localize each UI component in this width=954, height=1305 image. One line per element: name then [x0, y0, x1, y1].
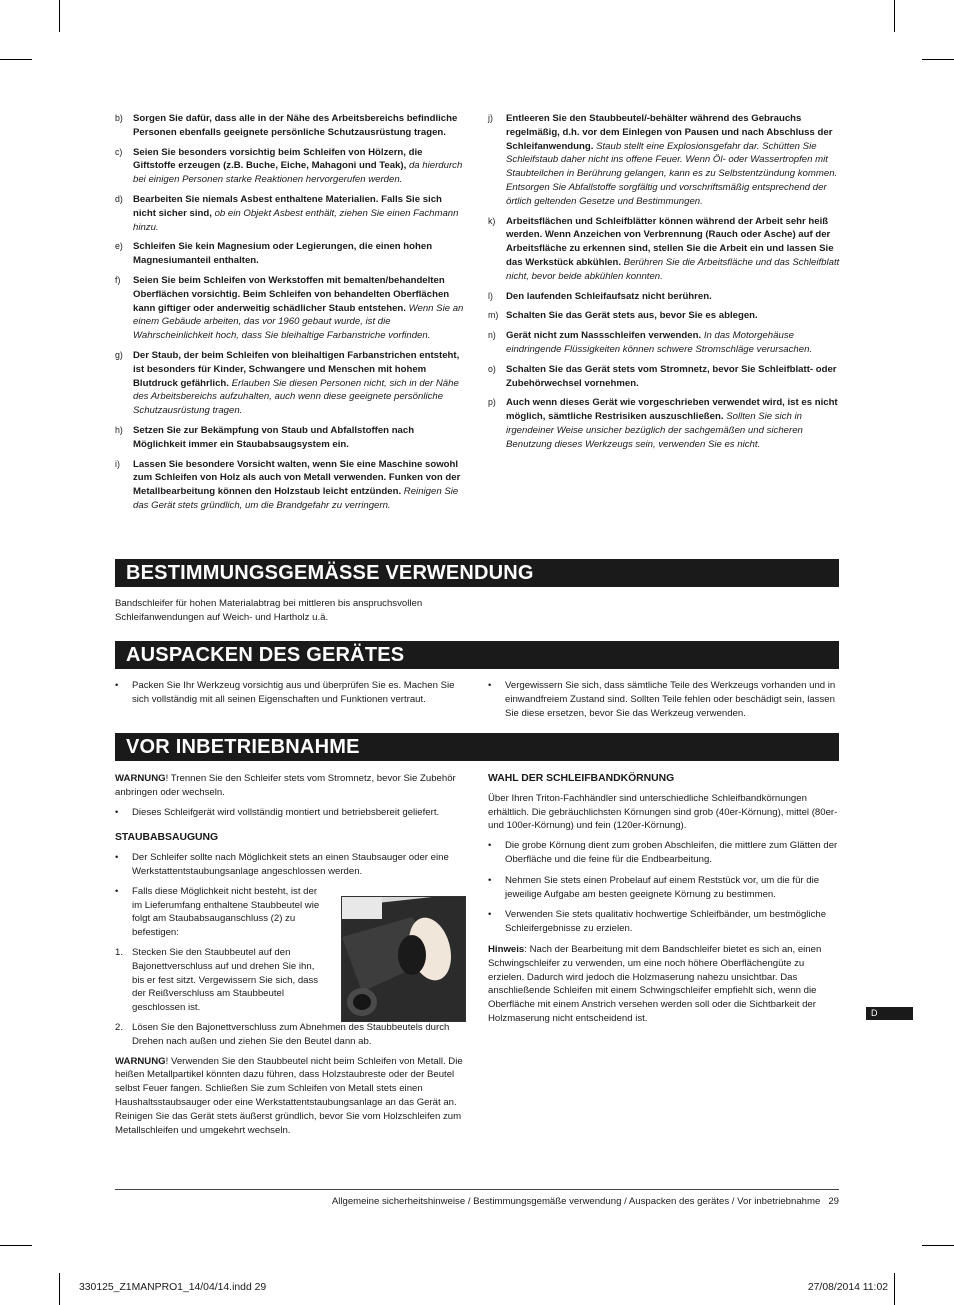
- bullet: •: [115, 806, 119, 818]
- item-label: f): [115, 274, 121, 285]
- grit-text-1: Die grobe Körnung dient zum groben Abschleifen, die mittlere zum Glätten der Oberfläche und die feine für die Endbearbeitung.: [505, 840, 838, 865]
- item-bold-text: Arbeitsflächen und Schleifblätter können während der Arbeit sehr heiß werden. Wenn Anzeichen von Verbrennung (Rauch oder Asche) auf der Arbeitsfläche zu erkennen sind, stellen Sie die Arbeit ein und lassen Sie das Werkstück abkühlen.: [506, 215, 834, 268]
- slug-timestamp: 27/08/2014 11:02: [807, 1282, 888, 1293]
- item-label: d): [115, 193, 123, 204]
- sander-illustration: [342, 897, 466, 1022]
- hint-paragraph: [488, 943, 840, 1026]
- item-label: e): [115, 241, 123, 252]
- item-text: [133, 424, 465, 452]
- step-number: 1.: [115, 946, 124, 958]
- item-text: [133, 349, 465, 418]
- item-text: [506, 309, 840, 323]
- item-italic-text: Sollten Sie sich in irgendeiner Weise unsicher bezüglich der sachgemäßen und sicheren Benutzung dieses Werkzeugs sein, verwenden Sie es nicht.: [506, 411, 803, 450]
- warning-text: ! Trennen Sie den Schleifer stets vom Stromnetz, bevor Sie Zubehör anbringen oder wechseln.: [115, 773, 456, 798]
- footer-rule: [115, 1189, 839, 1190]
- language-tab: D: [866, 1007, 913, 1020]
- item-bold-text: Seien Sie beim Schleifen von Werkstoffen mit bemalten/behandelten Oberflächen vorsichtig. Beim Schleifen von behandelten Oberflächen kann giftiger oder anderweitig schädlicher Staub entstehen.: [133, 274, 450, 314]
- item-italic-text: Reinigen Sie das Gerät stets gründlich, um die Brandgefahr zu verringern.: [133, 486, 459, 511]
- item-bold-text: Schalten Sie das Gerät stets vom Stromnetz, bevor Sie Schleifblatt- oder Zubehörwechsel vornehmen.: [506, 363, 837, 389]
- item-label: i): [115, 458, 120, 469]
- bullet: •: [115, 852, 119, 864]
- unpack-left: [115, 679, 465, 713]
- step-2-text: Lösen Sie den Bajonettverschluss zum Abnehmen des Staubbeutels durch Drehen nach außen und ziehen Sie den Beutel dann ab.: [132, 1021, 450, 1047]
- safety-list-right: [488, 112, 840, 458]
- dust-text-2: Falls diese Möglichkeit nicht besteht, ist der im Lieferumfang enthaltene Staubbeutel wie folgt am Staubabsauganschluss (2) zu befestigen:: [132, 885, 320, 939]
- safety-list-left: [115, 112, 465, 519]
- subheading-staubabsaugung: STAUBABSAUGUNG: [115, 832, 219, 844]
- slug-filename: 330125_Z1MANPRO1_14/04/14.indd 29: [79, 1282, 267, 1293]
- warning-metal-paragraph: [115, 1055, 467, 1138]
- item-italic-text: Staub stellt eine Explosionsgefahr dar. Schütten Sie Schleifstaub daher nicht ins offene Feuer. Wenn Öl- oder Wassertropfen mit Staubteilchen in Berührung gelangen, kann es zu Selbstentzündung kommen. Entsorgen Sie Abfallstoffe sorgfältig und vorschriftsmäßig entsprechend der örtlich geltenden Gesetze und Bestimmungen.: [506, 140, 838, 207]
- item-text: [506, 363, 840, 391]
- item-text: [506, 290, 840, 304]
- grit-text-3: Verwenden Sie stets qualitativ hochwertige Schleifbänder, um bestmögliche Schleifergebnisse zu erzielen.: [505, 909, 827, 935]
- item-bold-text: Lassen Sie besondere Vorsicht walten, wenn Sie eine Maschine sowohl zum Schleifen von Holz als auch von Metall verwenden. Funken von der Metallbearbeitung können den Holzstaub leicht entzünden.: [133, 458, 461, 498]
- crop-mark: [894, 1273, 895, 1305]
- list-item: [115, 146, 465, 187]
- item-text: [133, 240, 465, 268]
- section-heading-bestimmung: BESTIMMUNGSGEMÄSSE VERWENDUNG: [115, 559, 839, 587]
- list-item: [115, 458, 465, 513]
- item-text: [133, 274, 465, 343]
- list-item: [488, 329, 840, 357]
- hint-label: Hinweis: [488, 943, 525, 955]
- list-item: [488, 363, 840, 391]
- assembled-text: Dieses Schleifgerät wird vollständig montiert und betriebsbereit geliefert.: [132, 806, 440, 818]
- item-text: [133, 458, 465, 513]
- item-text: [506, 329, 840, 357]
- item-bold-text: Setzen Sie zur Bekämpfung von Staub und Abfallstoffen nach Möglichkeit immer ein Staubabsaugsystem ein.: [133, 424, 415, 450]
- item-text: [133, 146, 465, 187]
- bullet: •: [488, 840, 492, 852]
- item-label: m): [488, 310, 499, 321]
- hint-text: : Nach der Bearbeitung mit dem Bandschleifer bietet es sich an, einen Schwingschleifer zu verwenden, um eine noch höhere Oberflächengüte zu erzielen. Dadurch wird jedoch die Holzmaserung nahezu unsichtbar. Das anschließende Schleifen mit einem Schwingschleifer empfiehlt sich, wenn die Oberfläche mit einem Anstrich versehen werden soll oder die Sichtbarkeit der Holzmaserung nicht entscheidend ist.: [488, 943, 822, 1024]
- item-label: j): [488, 113, 493, 123]
- item-bold-text: Sorgen Sie dafür, dass alle in der Nähe des Arbeitsbereichs befindliche Personen ebenfalls geeignete persönliche Schutzausrüstung tragen.: [133, 113, 458, 138]
- list-item: [488, 112, 840, 209]
- item-label: l): [488, 290, 493, 301]
- step-number: 2.: [115, 1021, 124, 1033]
- grit-text-2: Nehmen Sie stets einen Probelauf auf einem Reststück vor, um die für die jeweilige Aufgabe am besten geeignete Körnung zu bestimmen.: [505, 874, 820, 900]
- item-label: g): [115, 349, 123, 360]
- intended-use-text: Bandschleifer für hohen Materialabtrag bei mittleren bis anspruchsvollen Schleifanwendungen auf Weich- und Hartholz u.ä.: [115, 598, 423, 623]
- item-italic-text: da hierdurch bei einigen Personen starke Reaktionen hervorgerufen werden.: [133, 160, 463, 186]
- page-footer: [332, 1195, 839, 1209]
- item-bold-text: Den laufenden Schleifaufsatz nicht berühren.: [506, 290, 712, 302]
- crop-mark: [0, 59, 32, 60]
- item-text: [506, 112, 840, 209]
- list-item: [115, 112, 465, 140]
- warning-paragraph: [115, 772, 467, 800]
- list-item: [488, 215, 840, 284]
- list-item: [115, 349, 465, 418]
- crop-mark: [922, 59, 954, 60]
- unpack-right: [488, 679, 840, 726]
- item-label: o): [488, 363, 496, 374]
- crop-mark: [59, 0, 60, 32]
- page-number: 29: [828, 1196, 839, 1207]
- grit-intro: Über Ihren Triton-Fachhändler sind unterschiedliche Schleifbandkörnungen erhältlich. Die gebräuchlichsten Körnungen sind grob (40er-Körnung), mittel (80er- und 100er-Körnung) und fein (120er-Körnung).: [488, 792, 838, 832]
- list-item: [488, 309, 840, 323]
- item-bold-text: Entleeren Sie den Staubbeutel/-behälter während des Gebrauchs regelmäßig, d.h. vor dem Einlegen von Pausen und nach Abschluss der Schleifanwendung.: [506, 113, 833, 152]
- warning-metal-text: ! Verwenden Sie den Staubbeutel nicht beim Schleifen von Metall. Die heißen Metallpartikel könnten dazu führen, dass Holzstaubreste oder der Beutel selbst Feuer fangen. Schließen Sie zum Schleifen von Metall stets einen Haushaltsstaubsauger oder eine Werkstattentstaubungsanlage an das Gerät an. Reinigen Sie das Gerät stets äußerst gründlich, bevor Sie vom Holzschleifen zum Metallschleifen und umgekehrt wechseln.: [115, 1055, 463, 1136]
- item-label: n): [488, 330, 496, 341]
- item-italic-text: Wenn Sie an einem Gebäude arbeiten, das vor 1960 gebaut wurde, ist die Wahrscheinlichkeit hoch, dass Sie bleihaltige Farbanstriche vorfinden.: [133, 302, 464, 342]
- dust-text-1: Der Schleifer sollte nach Möglichkeit stets an einen Staubsauger oder eine Werkstattentstaubungsanlage angeschlossen werden.: [132, 852, 449, 877]
- list-item: [115, 240, 465, 268]
- item-bold-text: Schleifen Sie kein Magnesium oder Legierungen, die einen hohen Magnesiumanteil enthalten.: [133, 241, 433, 267]
- item-bold-text: Bearbeiten Sie niemals Asbest enthaltene Materialien. Falls Sie sich nicht sicher sind,: [133, 193, 442, 219]
- bullet: •: [488, 680, 492, 691]
- warning-label: WARNUNG: [115, 1055, 166, 1067]
- unpack-right-text: Vergewissern Sie sich, dass sämtliche Teile des Werkzeugs vorhanden und in einwandfreiem Zustand sind. Sollten Teile fehlen oder beschädigt sein, lassen Sie diese ersetzen, bevor Sie das Werkzeug verwenden.: [505, 680, 836, 719]
- item-bold-text: Gerät nicht zum Nassschleifen verwenden.: [506, 330, 702, 342]
- item-label: h): [115, 424, 123, 435]
- section-heading-inbetriebnahme: VOR INBETRIEBNAHME: [115, 733, 839, 761]
- crop-mark: [0, 1245, 32, 1246]
- item-label: k): [488, 215, 496, 226]
- setup-right-column: [488, 772, 840, 1026]
- item-text: [133, 193, 465, 234]
- step-1-text: Stecken Sie den Staubbeutel auf den Bajonettverschluss auf und drehen Sie ihn, bis er fest sitzt. Vergewissern Sie sich, dass der Reißverschluss am Staubbeutel geschlossen ist.: [132, 946, 319, 1014]
- item-text: [133, 112, 465, 140]
- list-item: [115, 424, 465, 452]
- subheading-koernung: WAHL DER SCHLEIFBANDKÖRNUNG: [488, 773, 675, 784]
- item-label: p): [488, 397, 496, 408]
- item-italic-text: In das Motorgehäuse eindringende Flüssigkeiten können schwere Stromschläge verursachen.: [506, 330, 813, 355]
- crop-mark: [922, 1245, 954, 1246]
- dust-port-photo: [341, 896, 466, 1022]
- list-item: [115, 193, 465, 234]
- bullet: •: [115, 885, 119, 897]
- bullet: •: [488, 874, 492, 886]
- crop-mark: [59, 1273, 60, 1305]
- warning-label: WARNUNG: [115, 773, 166, 784]
- section-heading-auspacken: AUSPACKEN DES GERÄTES: [115, 641, 839, 669]
- item-italic-text: Erlauben Sie diesen Personen nicht, sich in der Nähe des Arbeitsbereichs aufzuhalten, auch wenn diese geeignete persönliche Schutzausrüstung tragen.: [133, 377, 459, 417]
- bullet: •: [488, 909, 492, 921]
- item-bold-text: Seien Sie besonders vorsichtig beim Schleifen von Hölzern, die Giftstoffe erzeugen (z.B. Buche, Eiche, Mahagoni und Teak),: [133, 146, 423, 172]
- item-text: [506, 396, 840, 451]
- item-italic-text: Berühren Sie die Arbeitsfläche und das Schleifblatt nicht, bevor beide abkühlen konnten.: [506, 256, 840, 282]
- item-label: b): [115, 113, 123, 123]
- item-text: [506, 215, 840, 284]
- item-bold-text: Auch wenn dieses Gerät wie vorgeschrieben verwendet wird, ist es nicht möglich, sämtliche Restrisiken auszuschließen.: [506, 397, 838, 423]
- footer-breadcrumb: Allgemeine sicherheitshinweise / Bestimmungsgemäße verwendung / Auspacken des gerätes / Vor inbetriebnahme: [331, 1196, 821, 1207]
- list-item: [488, 290, 840, 304]
- unpack-left-text: Packen Sie Ihr Werkzeug vorsichtig aus und überprüfen Sie es. Machen Sie sich vollständig mit all seinen Eigenschaften und Funktionen vertraut.: [132, 680, 455, 705]
- item-label: c): [115, 146, 123, 157]
- list-item: [488, 396, 840, 451]
- item-italic-text: ob ein Objekt Asbest enthält, ziehen Sie einen Fachmann hinzu.: [133, 207, 459, 233]
- crop-mark: [894, 0, 895, 32]
- bullet: •: [115, 680, 119, 691]
- item-bold-text: Der Staub, der beim Schleifen von bleihaltigen Farbanstrichen entsteht, ist besonders für Kinder, Schwangere und Menschen mit hohem Blutdruck gefährlich.: [133, 349, 460, 389]
- list-item: [115, 274, 465, 343]
- item-bold-text: Schalten Sie das Gerät stets aus, bevor Sie es ablegen.: [506, 310, 758, 322]
